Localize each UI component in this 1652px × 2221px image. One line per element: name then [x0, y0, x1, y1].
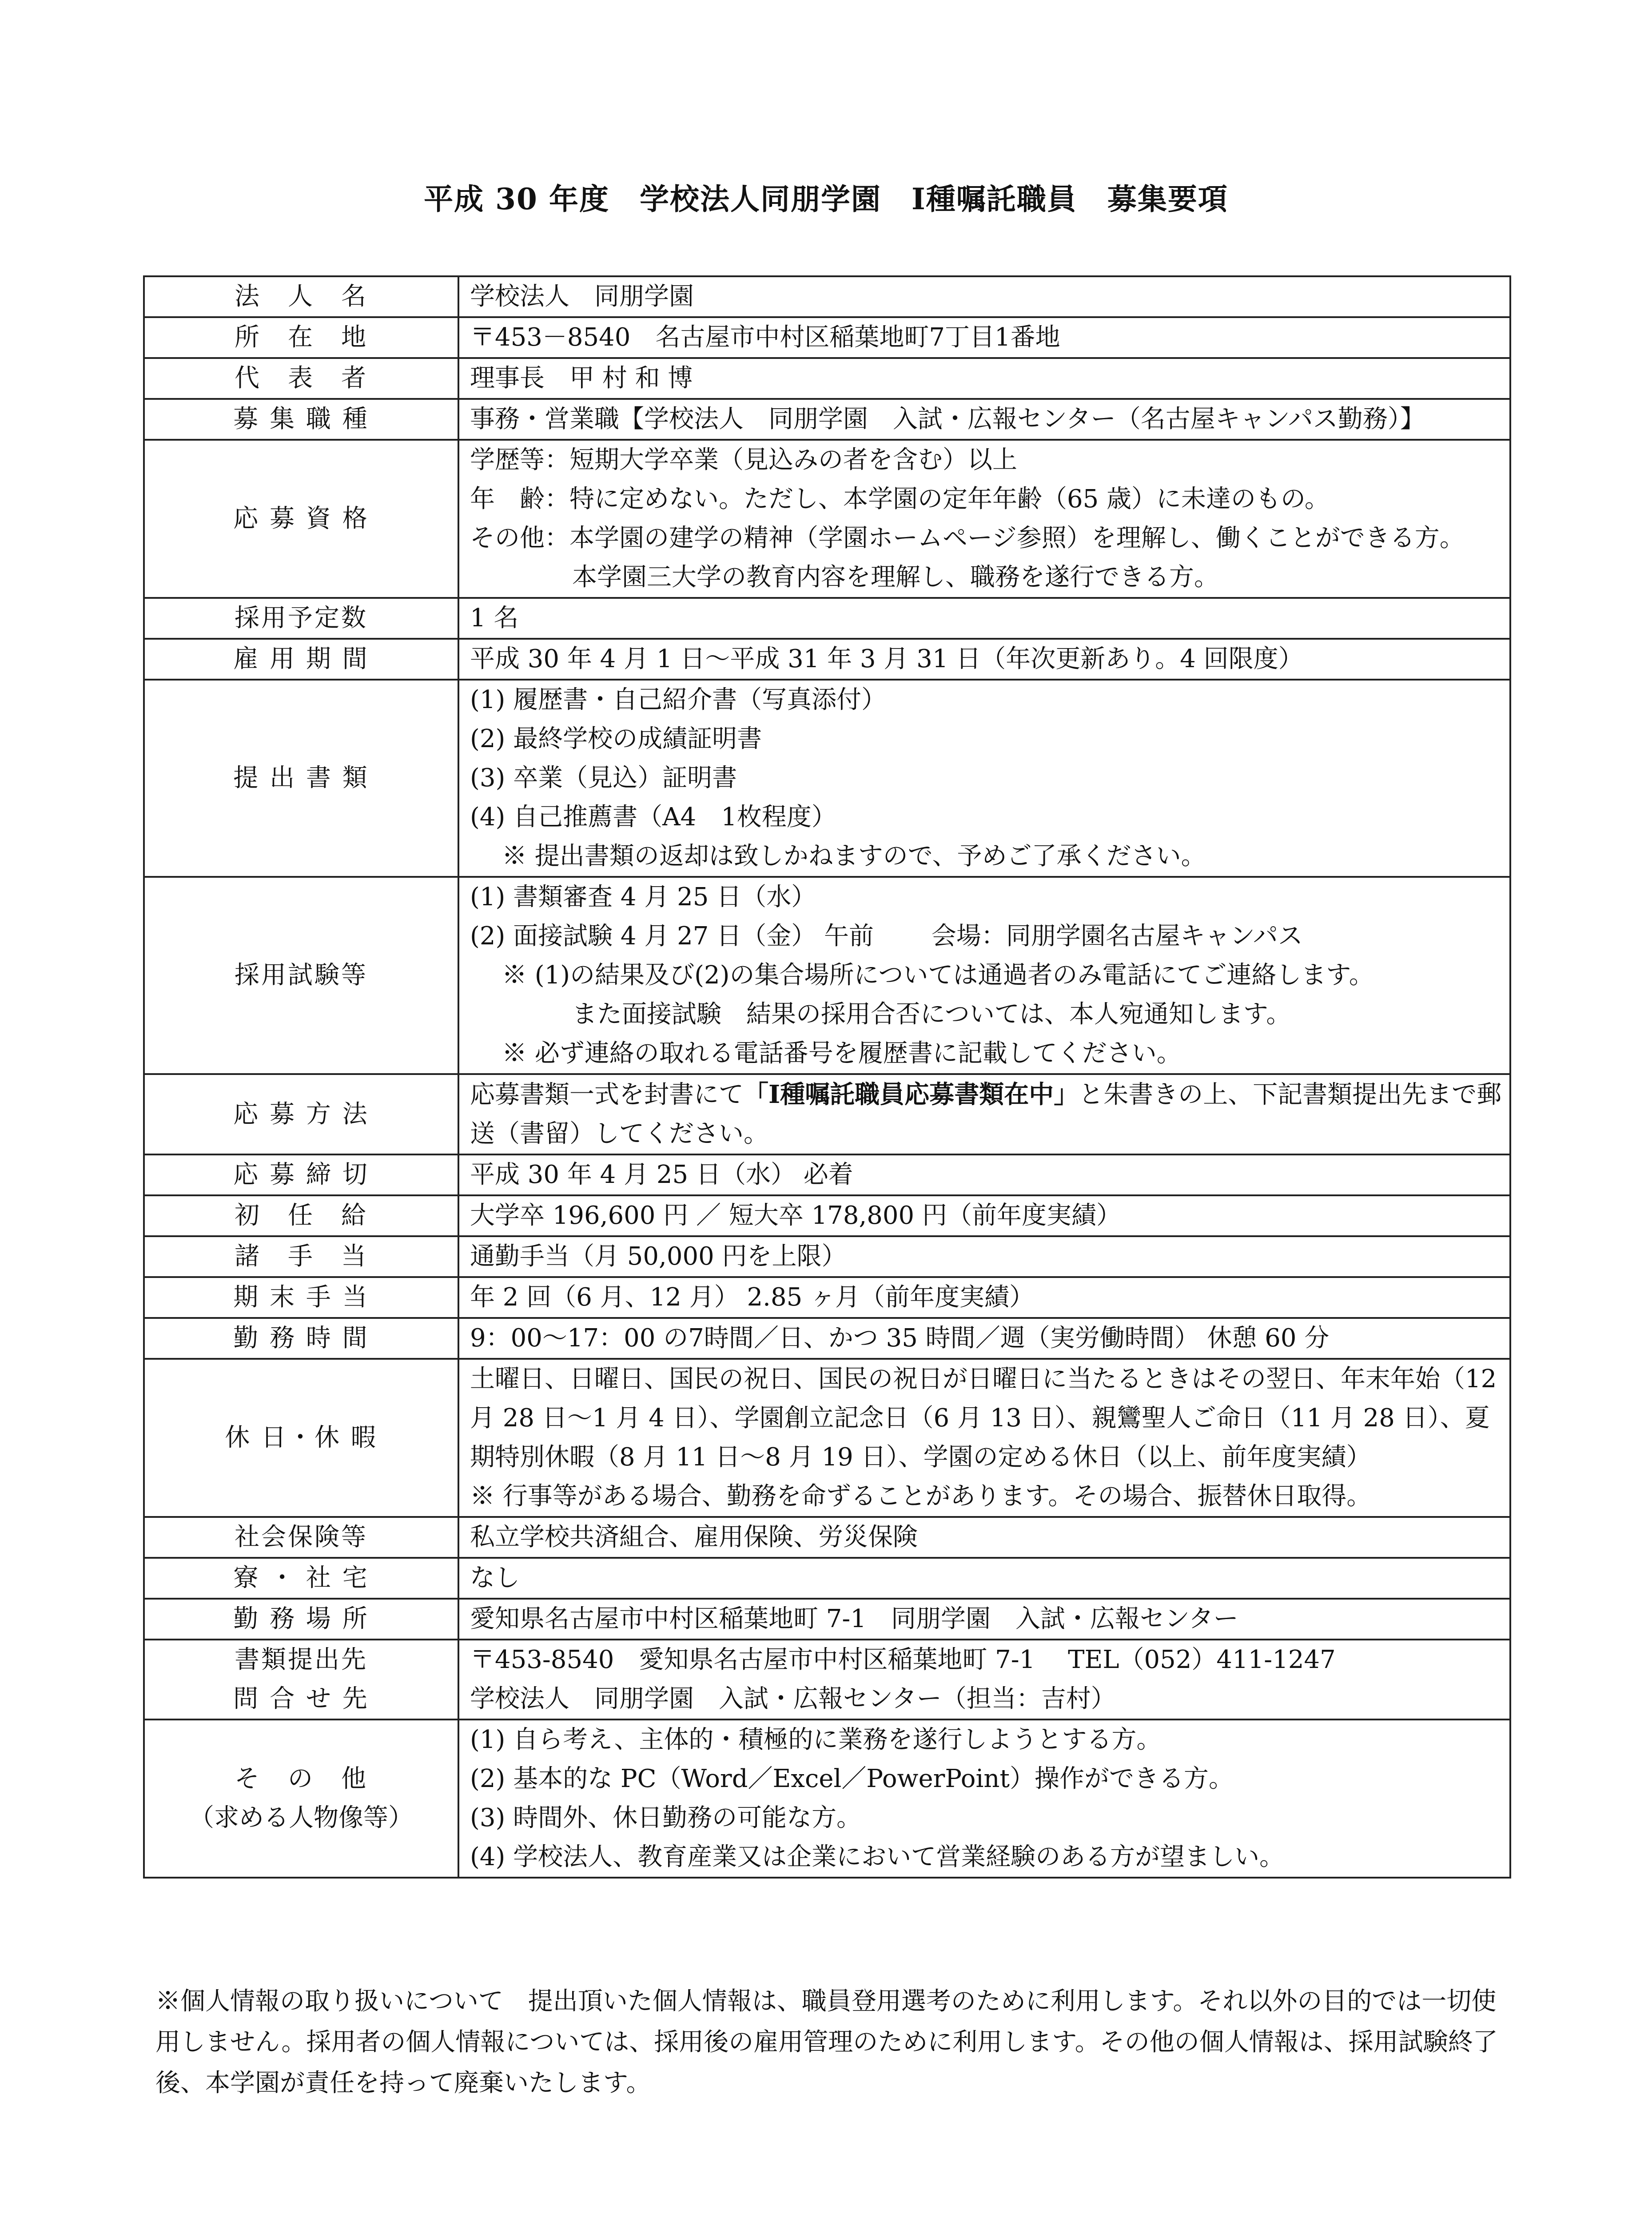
label-oubo-houhou: 応 募 方 法: [144, 1074, 458, 1154]
label-koyo-kikan: 雇 用 期 間: [144, 639, 458, 680]
text-part: 応募書類一式を封書にて: [470, 1080, 744, 1109]
label-oubo-shimekiri: 応 募 締 切: [144, 1154, 458, 1195]
holiday-text: 土曜日、日曜日、国民の祝日、国民の祝日が日曜日に当たるときはその翌日、年末年始（12 月 28 日～1 月 4 日）、学園創立記念日（6 月 13 日）、親鸞聖人ご命日（11 月 28 日）、夏期特別休暇（8 月 11 日～8 月 19 日）、学園の定める休日（以上、前年度実績）: [470, 1365, 1497, 1472]
list-item: (4) 学校法人、教育産業又は企業において営業経験のある方が望ましい。: [470, 1843, 1285, 1871]
value-kinmu-basho: 愛知県名古屋市中村区稲葉地町 7-1 同朋学園 入試・広報センター: [458, 1599, 1510, 1640]
value-daihyosha: 理事長 甲 村 和 博: [458, 358, 1510, 399]
text-part: と朱書きの上、下記書類提出先まで郵送（書留）してください。: [470, 1080, 1502, 1148]
address-line: 〒453-8540 愛知県名古屋市中村区稲葉地町 7-1 TEL（052）411-1247: [470, 1645, 1336, 1674]
list-item: (1) 書類審査 4 月 25 日（水）: [470, 883, 816, 911]
list-item: (3) 卒業（見込）証明書: [470, 764, 737, 792]
row-saiyo-yotei: [144, 598, 1510, 639]
list-item: (1) 履歴書・自己紹介書（写真添付）: [470, 685, 887, 714]
value-koyo-kikan: 平成 30 年 4 月 1 日～平成 31 年 3 月 31 日（年次更新あり。4 回限度）: [458, 639, 1510, 680]
row-hojinmei: [144, 276, 1510, 317]
row-oubo-shimekiri: [144, 1154, 1510, 1195]
text-line: 学歴等：短期大学卒業（見込みの者を含む）以上: [470, 446, 1017, 474]
label-line: そ の 他: [235, 1764, 368, 1793]
list-item: (2) 基本的な PC（Word／Excel／PowerPoint）操作ができる方。: [470, 1764, 1234, 1793]
row-kyujitsu: [144, 1359, 1510, 1517]
label-kyujitsu: 休 日・休 暇: [144, 1359, 458, 1517]
value-teishutsu: [458, 680, 1510, 877]
label-line: 書類提出先: [235, 1645, 368, 1674]
contact-line: 学校法人 同朋学園 入試・広報センター（担当：吉村）: [470, 1684, 1116, 1713]
value-shoninkyu: 大学卒 196,600 円 ／ 短大卒 178,800 円（前年度実績）: [458, 1195, 1510, 1236]
value-hojinmei: 学校法人 同朋学園: [458, 276, 1510, 317]
row-oubo-shikaku: [144, 440, 1510, 598]
label-boshu-shokushu: 募 集 職 種: [144, 399, 458, 440]
value-oubo-houhou: [458, 1074, 1510, 1154]
page-title: 平成 30 年度 学校法人同朋学園 Ⅰ種嘱託職員 募集要項: [424, 182, 1228, 216]
row-daihyosha: [144, 358, 1510, 399]
label-saiyo-yotei: 採用予定数: [144, 598, 458, 639]
text-line: 年 齢：特に定めない。ただし、本学園の定年年齢（65 歳）に未達のもの。: [470, 485, 1330, 513]
row-shorui-teishutsu: [144, 1640, 1510, 1719]
value-ryo-shataku: なし: [458, 1558, 1510, 1599]
label-shorui-teishutsu: [144, 1640, 458, 1719]
note-line: また面接試験 結果の採用合否については、本人宛通知します。: [572, 1000, 1291, 1029]
list-item: (4) 自己推薦書（A4 1枚程度）: [470, 803, 836, 832]
row-kimatsu: [144, 1277, 1510, 1318]
row-sonota: [144, 1719, 1510, 1878]
emphasis-text: 「Ⅰ種嘱託職員応募書類在中」: [744, 1080, 1079, 1109]
label-oubo-shikaku: 応 募 資 格: [144, 440, 458, 598]
row-kinmu-basho: [144, 1599, 1510, 1640]
label-kinmu-jikan: 勤 務 時 間: [144, 1318, 458, 1359]
value-saiyo-shiken: [458, 877, 1510, 1074]
label-shakai-hoken: 社会保険等: [144, 1517, 458, 1558]
value-shakai-hoken: 私立学校共済組合、雇用保険、労災保険: [458, 1517, 1510, 1558]
list-item: (2) 最終学校の成績証明書: [470, 724, 762, 753]
value-shozaichi: 〒453－8540 名古屋市中村区稲葉地町7丁目1番地: [458, 317, 1510, 358]
label-shoninkyu: 初 任 給: [144, 1195, 458, 1236]
label-kinmu-basho: 勤 務 場 所: [144, 1599, 458, 1640]
value-kyujitsu: [458, 1359, 1510, 1517]
row-ryo-shataku: [144, 1558, 1510, 1599]
list-item: (1) 自ら考え、主体的・積極的に業務を遂行しようとする方。: [470, 1725, 1162, 1754]
label-hojinmei: 法 人 名: [144, 276, 458, 317]
value-oubo-shimekiri: 平成 30 年 4 月 25 日（水） 必着: [458, 1154, 1510, 1195]
row-shoninkyu: [144, 1195, 1510, 1236]
label-saiyo-shiken: 採用試験等: [144, 877, 458, 1074]
row-oubo-houhou: [144, 1074, 1510, 1154]
list-item: (2) 面接試験 4 月 27 日（金） 午前 会場：同朋学園名古屋キャンパス: [470, 922, 1303, 951]
row-shakai-hoken: [144, 1517, 1510, 1558]
row-koyo-kikan: [144, 639, 1510, 680]
value-shorui-teishutsu: [458, 1640, 1510, 1719]
value-sonota: [458, 1719, 1510, 1878]
row-teishutsu: [144, 680, 1510, 877]
text-line: 本学園三大学の教育内容を理解し、職務を遂行できる方。: [572, 563, 1219, 592]
row-boshu-shokushu: [144, 399, 1510, 440]
note-line: ※ (1)の結果及び(2)の集合場所については通過者のみ電話にてご連絡します。: [502, 961, 1374, 990]
text-line: その他：本学園の建学の精神（学園ホームページ参照）を理解し、働くことができる方。: [470, 524, 1465, 553]
label-shozaichi: 所 在 地: [144, 317, 458, 358]
row-shozaichi: [144, 317, 1510, 358]
value-saiyo-yotei: 1 名: [458, 598, 1510, 639]
note-line: ※ 行事等がある場合、勤務を命ずることがあります。その場合、振替休日取得。: [470, 1482, 1372, 1511]
privacy-note: ※個人情報の取り扱いについて 提出頂いた個人情報は、職員登用選考のために利用します。それ以外の目的では一切使用しません。採用者の個人情報については、採用後の雇用管理のために利用します。その他の個人情報は、採用試験終了後、本学園が責任を持って廃棄いたします。: [155, 1987, 1498, 2098]
label-line: 問 合 せ 先: [233, 1684, 369, 1713]
row-teate: [144, 1236, 1510, 1277]
label-sonota: [144, 1719, 458, 1878]
value-boshu-shokushu: 事務・営業職【学校法人 同朋学園 入試・広報センター（名古屋キャンパス勤務）】: [458, 399, 1510, 440]
label-teishutsu: 提 出 書 類: [144, 680, 458, 877]
value-kinmu-jikan: 9：00～17：00 の7時間／日、かつ 35 時間／週（実労働時間） 休憩 60 分: [458, 1318, 1510, 1359]
label-teate: 諸 手 当: [144, 1236, 458, 1277]
note-line: ※ 必ず連絡の取れる電話番号を履歴書に記載してください。: [502, 1039, 1182, 1068]
row-kinmu-jikan: [144, 1318, 1510, 1359]
row-saiyo-shiken: [144, 877, 1510, 1074]
value-kimatsu: 年 2 回（6 月、12 月） 2.85 ヶ月（前年度実績）: [458, 1277, 1510, 1318]
label-daihyosha: 代 表 者: [144, 358, 458, 399]
label-line: （求める人物像等）: [189, 1803, 413, 1832]
label-ryo-shataku: 寮 ・ 社 宅: [144, 1558, 458, 1599]
note-line: ※ 提出書類の返却は致しかねますので、予めご了承ください。: [502, 842, 1206, 871]
recruitment-table: [143, 275, 1511, 1879]
value-teate: 通勤手当（月 50,000 円を上限）: [458, 1236, 1510, 1277]
label-kimatsu: 期 末 手 当: [144, 1277, 458, 1318]
value-oubo-shikaku: [458, 440, 1510, 598]
list-item: (3) 時間外、休日勤務の可能な方。: [470, 1803, 862, 1832]
